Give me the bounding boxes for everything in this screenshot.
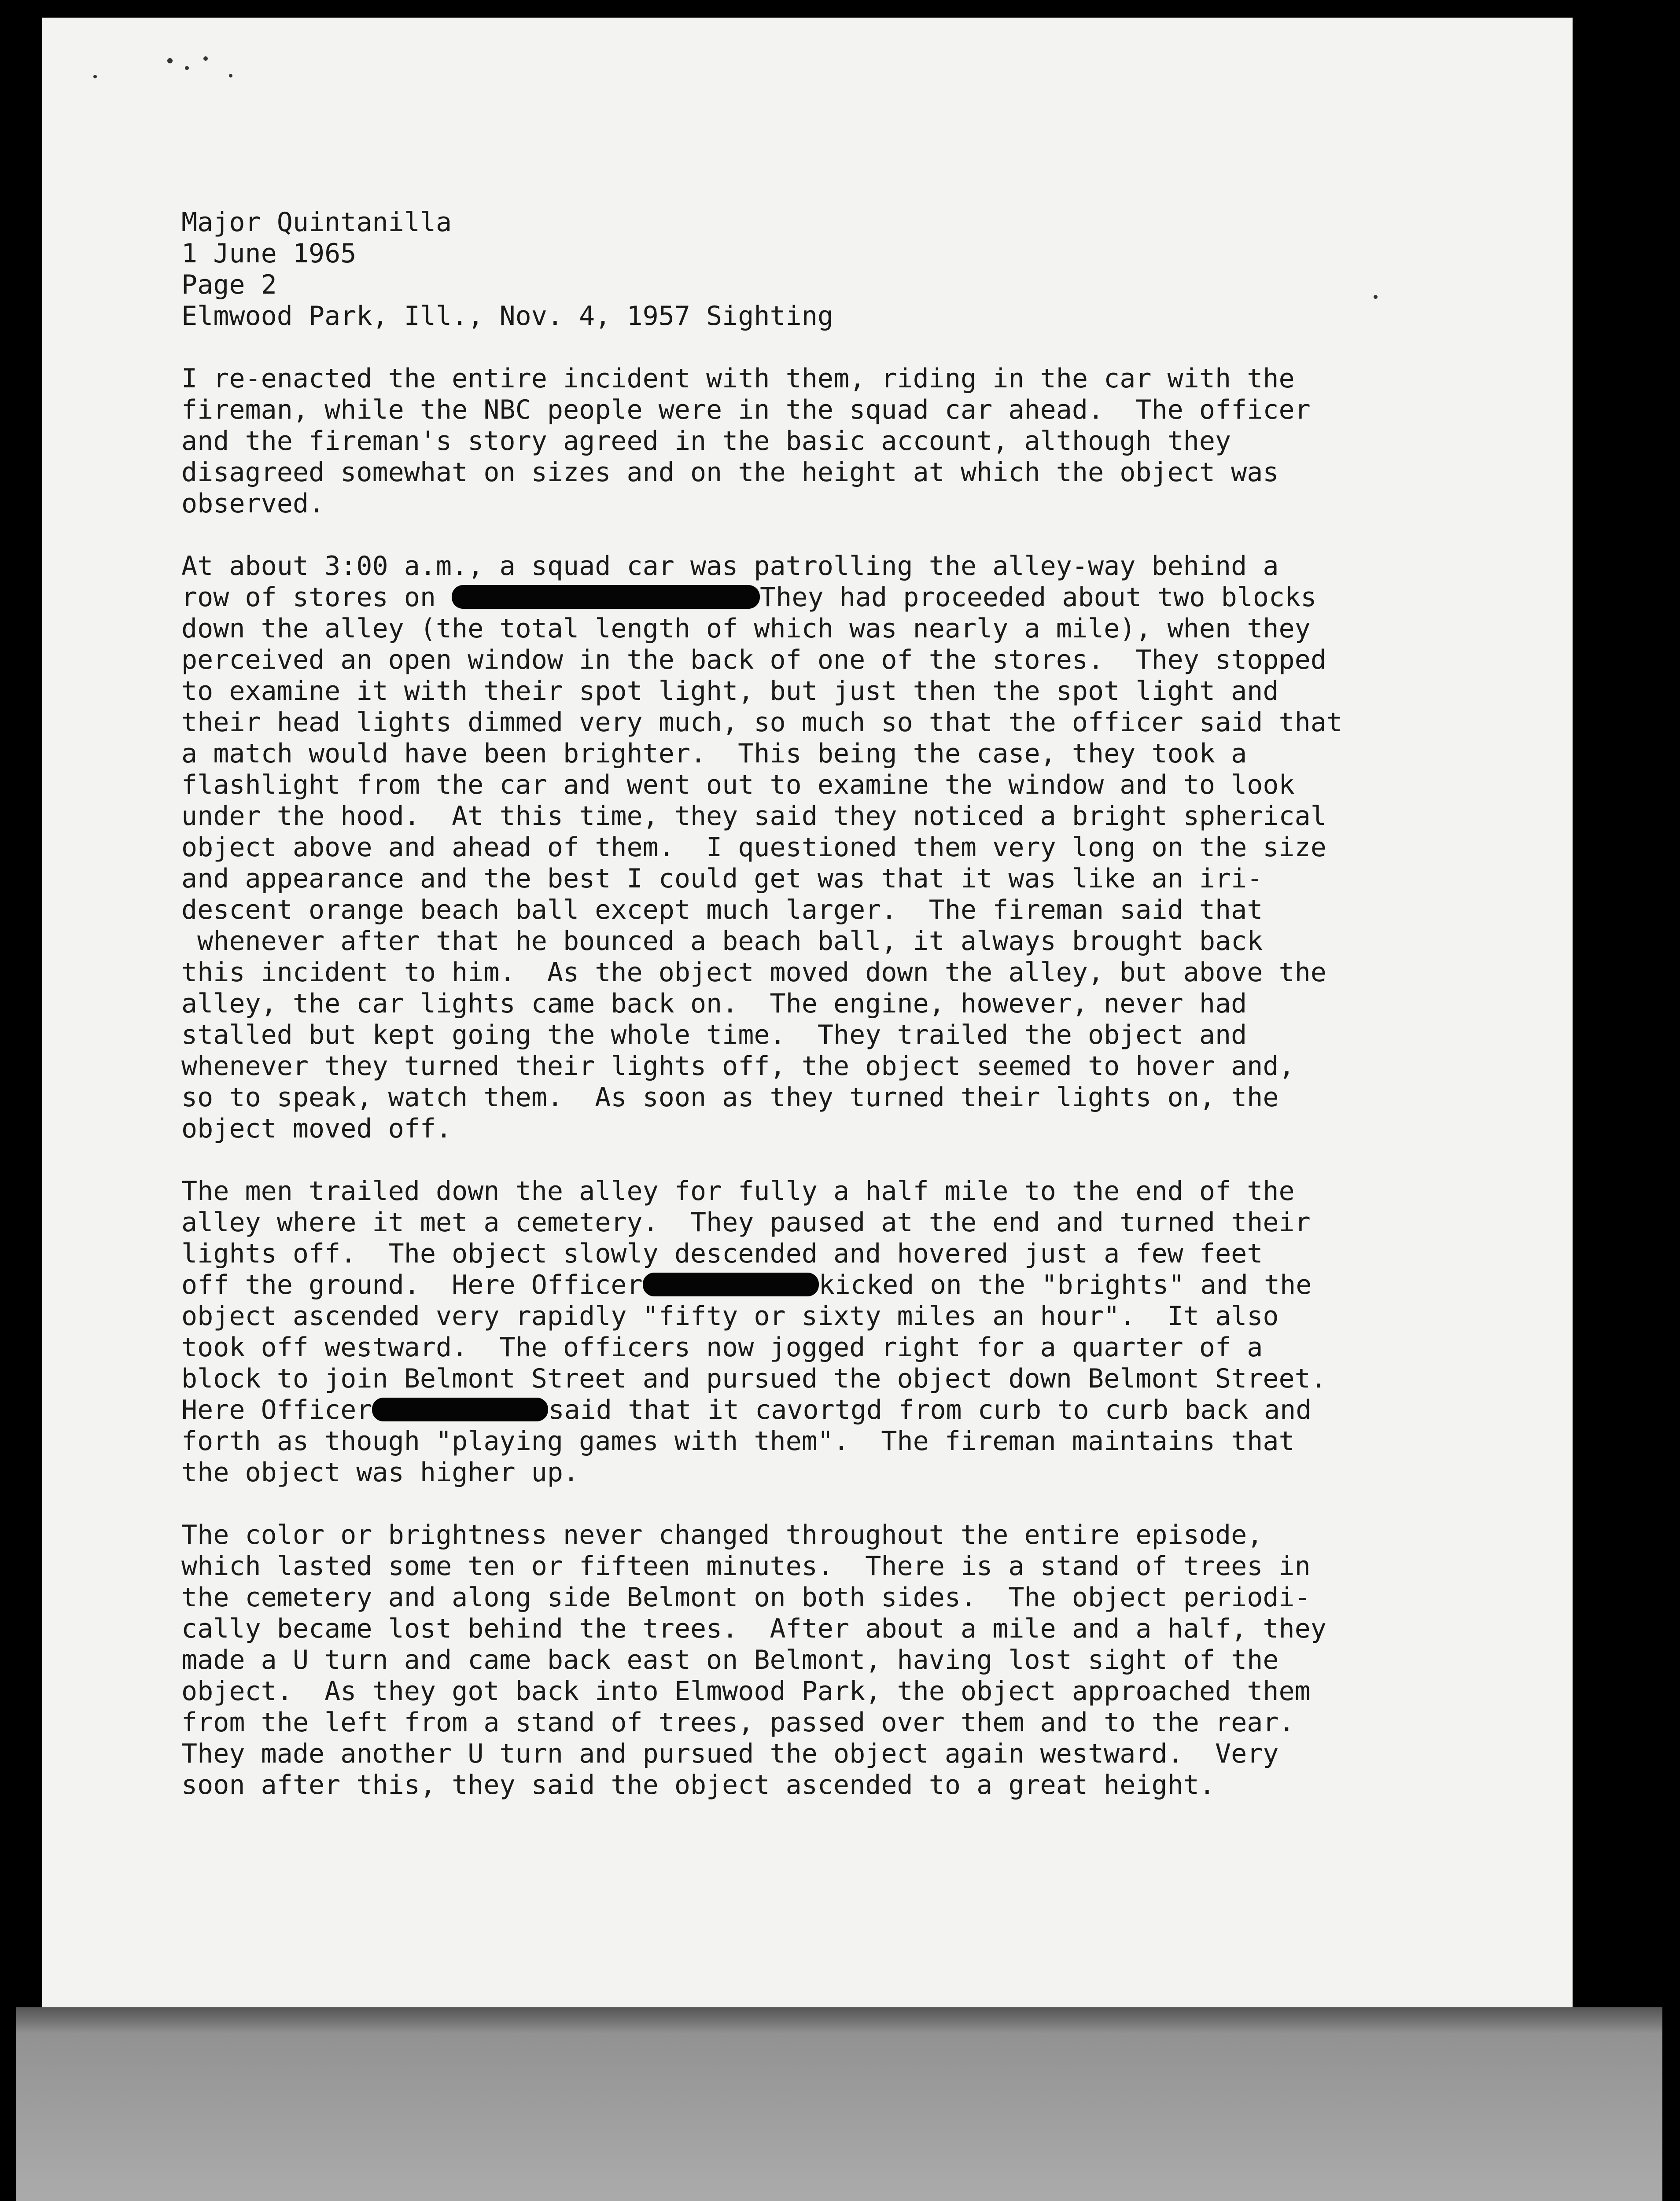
- text-line: [181, 582, 1573, 613]
- text-line: [181, 1332, 1573, 1363]
- text-run: flashlight from the car and went out to examine the window and to look: [181, 769, 1295, 800]
- text-run: The color or brightness never changed throughout the entire episode,: [181, 1520, 1263, 1550]
- text-line: [181, 613, 1573, 644]
- body-paragraphs: [181, 363, 1573, 1801]
- text-line: [181, 1613, 1573, 1645]
- text-run: and appearance and the best I could get was that it was like an iri-: [181, 863, 1263, 894]
- redaction-bar: [452, 585, 760, 609]
- text-run: lights off. The object slowly descended and hovered just a few feet: [181, 1238, 1263, 1269]
- text-line: [181, 1238, 1573, 1270]
- text-line: [181, 894, 1573, 926]
- text-run: block to join Belmont Street and pursued the object down Belmont Street.: [181, 1363, 1326, 1394]
- text-line: [181, 988, 1573, 1020]
- dust-speck: [167, 58, 173, 63]
- text-run: fireman, while the NBC people were in the squad car ahead. The officer: [181, 394, 1311, 425]
- text-line: [181, 1082, 1573, 1113]
- text-run: They made another U turn and pursued the object again westward. Very: [181, 1738, 1279, 1769]
- underlying-sheet: [16, 2007, 1662, 2201]
- text-line: [181, 1582, 1573, 1613]
- paragraph: [181, 363, 1573, 519]
- letter-body: [181, 207, 1573, 1832]
- text-line: [181, 1270, 1573, 1301]
- text-run: to examine it with their spot light, but just then the spot light and: [181, 676, 1279, 707]
- text-run: alley, the car lights came back on. The engine, however, never had: [181, 988, 1247, 1019]
- text-run: forth as though "playing games with them". The fireman maintains that: [181, 1426, 1295, 1457]
- text-run: off the ground. Here Officer: [181, 1270, 643, 1300]
- text-line: [181, 426, 1573, 457]
- text-line: [181, 1707, 1573, 1738]
- dust-speck: [185, 66, 189, 70]
- text-run: object above and ahead of them. I questioned them very long on the size: [181, 832, 1326, 863]
- text-run: so to speak, watch them. As soon as they turned their lights on, the: [181, 1082, 1279, 1113]
- redaction-bar: [372, 1398, 548, 1421]
- text-run: observed.: [181, 488, 325, 519]
- text-run: this incident to him. As the object moved down the alley, but above the: [181, 957, 1326, 988]
- text-run: under the hood. At this time, they said they noticed a bright spherical: [181, 801, 1326, 832]
- dust-speck: [203, 56, 208, 61]
- text-line: [181, 1176, 1573, 1207]
- text-run: object moved off.: [181, 1113, 452, 1144]
- text-line: [181, 457, 1573, 488]
- text-line: [181, 676, 1573, 707]
- text-run: They had proceeded about two blocks: [760, 582, 1317, 613]
- text-run: soon after this, they said the object ascended to a great height.: [181, 1770, 1215, 1800]
- text-line: [181, 1395, 1573, 1426]
- text-line: [181, 644, 1573, 676]
- text-line: [181, 801, 1573, 832]
- text-run: I re-enacted the entire incident with them, riding in the car with the: [181, 363, 1295, 394]
- text-run: The men trailed down the alley for fully a half mile to the end of the: [181, 1176, 1295, 1207]
- text-line: [181, 738, 1573, 769]
- text-run: whenever they turned their lights off, the object seemed to hover and,: [181, 1051, 1295, 1082]
- text-run: a match would have been brighter. This being the case, they took a: [181, 738, 1247, 769]
- text-line: [181, 488, 1573, 519]
- text-run: cally became lost behind the trees. After about a mile and a half, they: [181, 1613, 1326, 1644]
- text-line: [181, 1676, 1573, 1707]
- text-line: [181, 1520, 1573, 1551]
- paragraph: [181, 1176, 1573, 1488]
- text-run: object. As they got back into Elmwood Park, the object approached them: [181, 1676, 1311, 1707]
- text-line: [181, 926, 1573, 957]
- paragraph: [181, 1520, 1573, 1801]
- text-run: alley where it met a cemetery. They paused at the end and turned their: [181, 1207, 1311, 1238]
- redaction-bar: [643, 1273, 819, 1296]
- text-run: made a U turn and came back east on Belmont, having lost sight of the: [181, 1645, 1279, 1675]
- subject-line: Elmwood Park, Ill., Nov. 4, 1957 Sighting: [181, 301, 834, 331]
- text-run: perceived an open window in the back of one of the stores. They stopped: [181, 644, 1326, 675]
- text-run: which lasted some ten or fifteen minutes. There is a stand of trees in: [181, 1551, 1311, 1582]
- text-line: [181, 957, 1573, 988]
- text-line: [181, 363, 1573, 394]
- text-run: kicked on the "brights" and the: [818, 1270, 1312, 1300]
- recipient-line: Major Quintanilla: [181, 207, 452, 238]
- scratch-marks: [79, 2192, 211, 2201]
- text-run: stalled but kept going the whole time. They trailed the object and: [181, 1020, 1247, 1050]
- text-line: [181, 707, 1573, 738]
- text-line: [181, 832, 1573, 863]
- text-line: [181, 551, 1573, 582]
- text-line: [181, 1426, 1573, 1457]
- text-run: the cemetery and along side Belmont on both sides. The object periodi-: [181, 1582, 1311, 1613]
- text-run: from the left from a stand of trees, passed over them and to the rear.: [181, 1707, 1295, 1738]
- sheet-shadow: [16, 2007, 1662, 2034]
- paragraph: [181, 551, 1573, 1145]
- text-line: [181, 769, 1573, 801]
- text-line: [181, 1207, 1573, 1238]
- text-run: row of stores on: [181, 582, 452, 613]
- text-run: object ascended very rapidly "fifty or sixty miles an hour". It also: [181, 1301, 1279, 1332]
- text-run: down the alley (the total length of which was nearly a mile), when they: [181, 613, 1311, 644]
- dust-speck: [229, 74, 232, 77]
- text-run: Here Officer: [181, 1395, 372, 1425]
- text-line: [181, 1113, 1573, 1145]
- dust-speck: [93, 75, 97, 78]
- text-line: [181, 1551, 1573, 1582]
- text-run: took off westward. The officers now jogged right for a quarter of a: [181, 1332, 1263, 1363]
- date-line: 1 June 1965: [181, 238, 357, 269]
- letter-header: [181, 207, 1573, 332]
- text-line: [181, 1770, 1573, 1801]
- text-line: [181, 1301, 1573, 1332]
- page-number-line: Page 2: [181, 269, 277, 300]
- text-line: [181, 1051, 1573, 1082]
- text-line: [181, 1363, 1573, 1395]
- text-run: whenever after that he bounced a beach ball, it always brought back: [181, 926, 1263, 957]
- text-run: the object was higher up.: [181, 1457, 579, 1488]
- text-run: descent orange beach ball except much larger. The fireman said that: [181, 894, 1263, 925]
- text-line: [181, 1738, 1573, 1770]
- text-run: At about 3:00 a.m., a squad car was patrolling the alley-way behind a: [181, 551, 1279, 582]
- text-line: [181, 1457, 1573, 1488]
- text-line: [181, 1645, 1573, 1676]
- text-line: [181, 394, 1573, 426]
- text-line: [181, 863, 1573, 894]
- text-run: and the fireman's story agreed in the basic account, although they: [181, 426, 1231, 456]
- text-run: disagreed somewhat on sizes and on the height at which the object was: [181, 457, 1279, 488]
- text-line: [181, 1020, 1573, 1051]
- text-run: said that it cavortgd from curb to curb back and: [548, 1395, 1312, 1425]
- text-run: their head lights dimmed very much, so much so that the officer said that: [181, 707, 1342, 738]
